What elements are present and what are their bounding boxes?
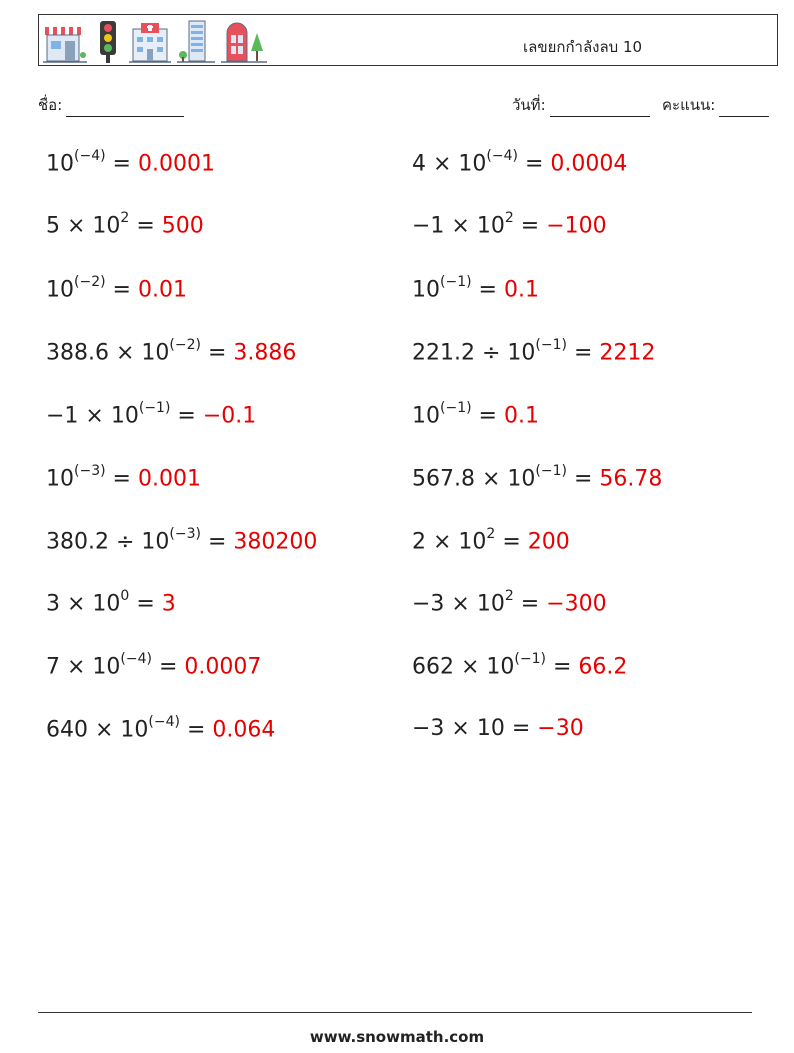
page-title: เลขยกกำลังลบ 10	[523, 38, 643, 56]
problem-item	[46, 339, 296, 365]
problem-exponent: (−4)	[120, 651, 152, 667]
problem-exponent: 2	[504, 210, 514, 226]
problem-exponent: (−3)	[74, 463, 106, 479]
problem-expression: 380.2 ÷ 10	[46, 529, 170, 555]
equals-sign: =	[471, 277, 504, 303]
footer-url: www.snowmath.com	[309, 1028, 485, 1046]
problem-exponent: (−1)	[535, 337, 567, 353]
problem-expression: 10	[46, 466, 74, 492]
problem-answer: −30	[537, 716, 584, 741]
problem-exponent: 2	[120, 210, 130, 226]
equals-sign: =	[200, 340, 234, 366]
equals-sign: =	[151, 654, 185, 680]
problem-item	[412, 653, 627, 679]
problem-answer: 380200	[233, 529, 318, 555]
problem-item	[412, 528, 570, 554]
name-blank[interactable]	[66, 102, 184, 117]
problem-exponent: 2	[486, 526, 496, 542]
problem-expression: 640 × 10	[46, 717, 149, 743]
problem-item	[46, 212, 204, 238]
problem-expression: −3 × 10	[412, 716, 505, 741]
problem-answer: 3	[161, 591, 176, 617]
problem-answer: 0.0001	[137, 151, 215, 177]
problem-answer: 0.0007	[184, 654, 262, 680]
equals-sign: =	[513, 591, 547, 617]
problem-expression: 10	[412, 277, 440, 303]
problem-expression: 10	[46, 151, 74, 177]
problem-exponent: (−1)	[440, 274, 472, 290]
problem-item	[412, 150, 627, 176]
problem-expression: 2 × 10	[412, 529, 487, 555]
problem-expression: 221.2 ÷ 10	[412, 340, 536, 366]
problem-answer: 500	[161, 213, 204, 239]
header-box	[38, 14, 778, 66]
header-icons	[43, 19, 267, 65]
problem-exponent: (−1)	[514, 651, 546, 667]
footer-divider	[38, 1012, 752, 1013]
problem-exponent: (−1)	[138, 400, 171, 416]
problem-item	[46, 150, 215, 176]
problem-expression: 7 × 10	[46, 654, 121, 680]
problem-item	[46, 402, 256, 428]
problem-exponent: (−1)	[535, 463, 567, 479]
equals-sign: =	[545, 654, 579, 680]
problem-exponent: (−4)	[148, 714, 180, 730]
problem-answer: 2212	[599, 340, 656, 366]
problem-expression: −1 × 10	[412, 213, 505, 239]
problem-answer: 0.1	[503, 403, 539, 429]
equals-sign: =	[105, 151, 138, 177]
problem-item	[46, 465, 201, 491]
phone-booth-icon	[221, 19, 267, 65]
score-label: คะแนน:	[662, 96, 716, 114]
problem-answer: −0.1	[202, 403, 257, 429]
problem-exponent: (−4)	[486, 148, 518, 164]
problem-answer: 0.001	[137, 466, 201, 492]
problem-answer: 0.01	[137, 277, 187, 303]
problem-exponent: 2	[504, 588, 514, 604]
problem-answer: 0.064	[212, 717, 276, 743]
problem-expression: 662 × 10	[412, 654, 515, 680]
problem-answer: 56.78	[599, 466, 663, 492]
problem-exponent: (−4)	[74, 148, 106, 164]
problem-exponent: (−2)	[74, 274, 106, 290]
equals-sign: =	[170, 403, 203, 429]
date-label: วันที่:	[512, 96, 546, 114]
problem-expression: −3 × 10	[412, 591, 505, 617]
problem-item	[46, 590, 176, 616]
date-blank[interactable]	[550, 102, 650, 117]
problem-expression: 3 × 10	[46, 591, 121, 617]
score-field	[662, 93, 769, 117]
problem-expression: 567.8 × 10	[412, 466, 536, 492]
equals-sign: =	[105, 277, 138, 303]
building-icon	[177, 19, 215, 65]
equals-sign: =	[471, 403, 504, 429]
problem-expression: 10	[46, 277, 74, 303]
problem-item	[46, 716, 275, 742]
shop-icon	[43, 19, 87, 65]
problem-answer: 0.0004	[550, 151, 628, 177]
problem-item	[412, 590, 607, 616]
problem-item	[412, 339, 655, 365]
equals-sign: =	[129, 213, 162, 239]
traffic-light-icon	[93, 19, 123, 65]
equals-sign: =	[179, 717, 213, 743]
problem-exponent: (−3)	[169, 526, 201, 542]
problem-exponent: (−1)	[440, 400, 472, 416]
problem-expression: 5 × 10	[46, 213, 121, 239]
equals-sign: =	[105, 466, 138, 492]
problem-exponent: 0	[120, 588, 130, 604]
problem-item	[412, 465, 662, 491]
date-field	[512, 93, 650, 117]
problem-expression: −1 × 10	[46, 403, 139, 429]
problem-item	[46, 276, 187, 302]
name-label: ชื่อ:	[38, 96, 63, 114]
problem-item	[412, 716, 584, 741]
problem-item	[412, 402, 539, 428]
equals-sign: =	[517, 151, 551, 177]
problem-expression: 388.6 × 10	[46, 340, 170, 366]
name-field	[38, 93, 184, 117]
problem-answer: 3.886	[233, 340, 297, 366]
problem-answer: 0.1	[503, 277, 539, 303]
problem-item	[412, 276, 539, 302]
equals-sign: =	[566, 340, 600, 366]
problem-item	[412, 212, 607, 238]
problem-expression: 4 × 10	[412, 151, 487, 177]
problem-exponent: (−2)	[169, 337, 201, 353]
problem-item	[46, 653, 261, 679]
problem-expression: 10	[412, 403, 440, 429]
problem-answer: −300	[546, 591, 607, 617]
equals-sign: =	[513, 213, 547, 239]
problem-answer: 200	[527, 529, 570, 555]
equals-sign: =	[495, 529, 528, 555]
problem-answer: 66.2	[578, 654, 628, 680]
score-blank[interactable]	[719, 102, 769, 117]
hospital-icon	[129, 19, 171, 65]
equals-sign: =	[504, 716, 538, 741]
equals-sign: =	[566, 466, 600, 492]
equals-sign: =	[129, 591, 162, 617]
problem-item	[46, 528, 317, 554]
problem-answer: −100	[546, 213, 607, 239]
equals-sign: =	[200, 529, 234, 555]
